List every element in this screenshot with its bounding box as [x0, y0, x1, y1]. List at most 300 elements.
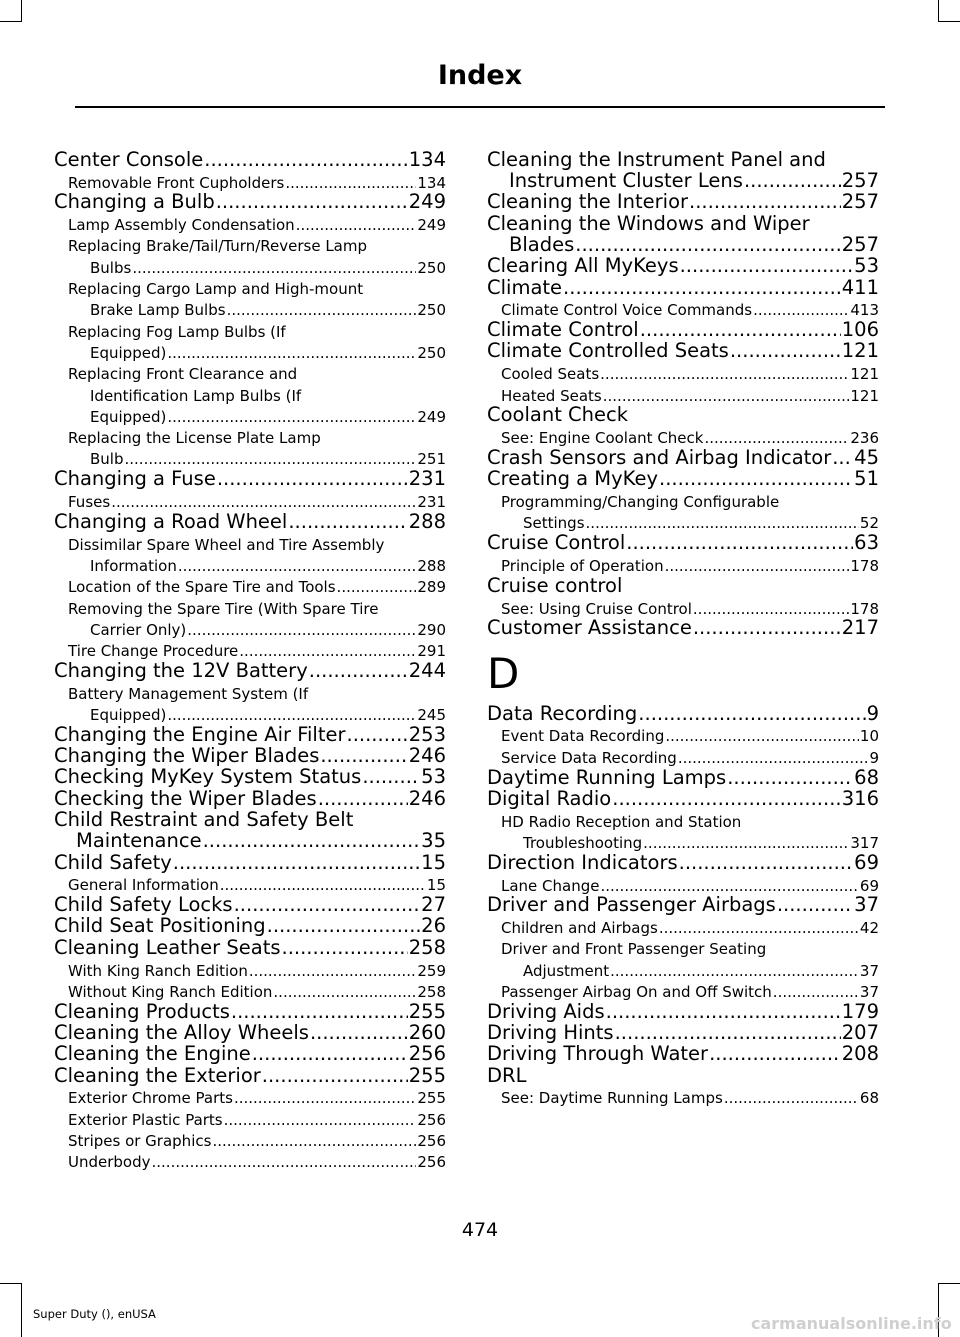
dot-leader [693, 602, 849, 617]
dot-leader [320, 746, 407, 766]
dot-leader [730, 341, 841, 361]
entry-page-number: 51 [854, 467, 879, 491]
dot-leader [347, 725, 408, 745]
dot-leader [204, 150, 408, 170]
index-subentry [487, 361, 879, 382]
dot-leader [665, 729, 859, 744]
entry-text: Stripes or Graphics [68, 1131, 212, 1150]
entry-text: Passenger Airbag On and Off Switch [501, 982, 772, 1001]
dot-leader [273, 985, 416, 1000]
entry-text: Crash Sensors and Airbag Indicator [487, 445, 832, 469]
entry-page-number: 255 [417, 1089, 446, 1108]
entry-text: Programming/Changing Configurable [501, 493, 780, 512]
dot-leader [288, 512, 407, 532]
crop-mark-top-right-v [938, 0, 939, 22]
entry-text: Maintenance [76, 829, 202, 853]
entry-page-number: 134 [417, 173, 446, 192]
dot-leader [600, 879, 858, 894]
entry-page-number: 246 [408, 744, 446, 768]
entry-page-number: 236 [850, 429, 879, 448]
dot-leader [318, 789, 408, 809]
dot-leader [239, 644, 416, 659]
entry-page-number: 68 [854, 765, 879, 789]
index-subentry [54, 233, 446, 276]
index-entry [54, 766, 446, 787]
index-subentry [54, 574, 446, 595]
index-entry [487, 404, 879, 425]
entry-text: Without King Ranch Edition [68, 982, 273, 1001]
entry-text: See: Daytime Running Lamps [501, 1089, 723, 1108]
index-entry [487, 1043, 879, 1064]
dot-leader [187, 623, 416, 638]
index-subentry [54, 489, 446, 510]
dot-leader [173, 853, 420, 873]
dot-leader [626, 533, 853, 553]
dot-leader [606, 1002, 841, 1022]
index-subentry [487, 1085, 879, 1106]
index-entry [54, 1000, 446, 1021]
entry-text: Dissimilar Spare Wheel and Tire Assembly [68, 535, 385, 554]
entry-text: Service Data Recording [501, 748, 677, 767]
entry-page-number: 15 [426, 876, 446, 895]
entry-text: Direction Indicators [487, 850, 678, 874]
entry-page-number: 27 [421, 893, 446, 917]
entry-page-number: 37 [854, 893, 879, 917]
index-entry [54, 510, 446, 531]
index-entry [54, 808, 446, 851]
entry-text: Driving Through Water [487, 1042, 709, 1066]
index-entry [54, 893, 446, 917]
entry-text: Coolant Check [487, 403, 629, 427]
dot-leader [615, 1023, 841, 1043]
index-subentry [487, 489, 879, 532]
entry-text: Tire Change Procedure [68, 642, 239, 661]
entry-text: See: Engine Coolant Check [501, 429, 704, 448]
entry-page-number: 288 [417, 556, 446, 575]
dot-leader [693, 618, 841, 638]
index-entry [487, 617, 879, 638]
entry-page-number: 288 [408, 509, 446, 533]
dot-leader [167, 410, 416, 425]
dot-leader [167, 346, 416, 361]
index-subentry [54, 979, 446, 1000]
entry-text: Changing the 12V Battery [54, 658, 308, 682]
entry-page-number: 106 [841, 318, 879, 342]
dot-leader [337, 580, 417, 595]
dot-leader [704, 431, 849, 446]
index-section-letter: D [487, 648, 520, 698]
entry-page-number: 178 [850, 556, 879, 575]
entry-text: Replacing Fog Lamp Bulbs (If [68, 322, 286, 341]
entry-page-number: 231 [417, 493, 446, 512]
index-entry [487, 318, 879, 342]
index-entry [487, 702, 879, 723]
dot-leader [224, 1113, 417, 1128]
entry-text: Customer Assistance [487, 616, 692, 640]
entry-page-number: 10 [859, 727, 879, 746]
entry-text: Blades [509, 232, 575, 256]
entry-text: Climate [487, 275, 563, 299]
dot-leader [203, 831, 421, 851]
entry-page-number: 257 [841, 190, 879, 214]
index-entry [54, 723, 446, 744]
index-subentry [487, 595, 879, 616]
index-subentry [487, 872, 879, 893]
dot-leader [612, 789, 841, 809]
index-entry [54, 1064, 446, 1085]
index-subentry [54, 531, 446, 574]
index-entry [487, 766, 879, 787]
dot-leader [252, 1044, 408, 1064]
index-entry [54, 787, 446, 808]
index-entry [54, 1042, 446, 1066]
dot-leader [227, 303, 417, 318]
index-subentry [54, 680, 446, 723]
entry-page-number: 208 [841, 1042, 879, 1066]
index-entry [54, 191, 446, 212]
dot-leader [724, 1091, 859, 1106]
index-entry [54, 659, 446, 680]
entry-text: Center Console [54, 147, 204, 171]
entry-text: Cleaning Leather Seats [54, 935, 281, 959]
entry-text: Child Safety Locks [54, 893, 233, 917]
entry-page-number: 256 [417, 1131, 446, 1150]
dot-leader [610, 964, 859, 979]
entry-text: With King Ranch Edition [68, 961, 248, 980]
entry-page-number: 250 [417, 258, 446, 277]
dot-leader [234, 895, 421, 915]
dot-leader [362, 767, 420, 787]
entry-page-number: 244 [408, 658, 446, 682]
entry-page-number: 134 [408, 147, 446, 171]
document-info: Super Duty (), enUSA [33, 1307, 156, 1321]
entry-text: Identification Lamp Bulbs (If [90, 386, 302, 405]
index-subentry [487, 936, 879, 979]
entry-text: Fuses [68, 493, 111, 512]
entry-text: DRL [487, 1063, 527, 1087]
entry-text: Underbody [68, 1153, 151, 1172]
entry-page-number: 316 [841, 786, 879, 810]
dot-leader [217, 469, 408, 489]
entry-text: Removing the Spare Tire (With Spare Tire [68, 599, 379, 618]
entry-page-number: 256 [417, 1110, 446, 1129]
watermark: carmanualsonline.info [751, 1314, 952, 1333]
entry-text: Adjustment [523, 961, 610, 980]
dot-leader [125, 452, 417, 467]
index-entry [487, 1000, 879, 1021]
entry-text: Data Recording [487, 701, 638, 725]
index-entry [487, 276, 879, 297]
entry-text: Changing the Engine Air Filter [54, 722, 346, 746]
crop-mark-top-left-v [21, 0, 22, 22]
dot-leader [640, 320, 841, 340]
entry-text: Replacing Front Clearance and [68, 365, 298, 384]
entry-text: Children and Airbags [501, 919, 658, 938]
entry-text: Exterior Chrome Parts [68, 1089, 233, 1108]
entry-text: Checking MyKey System Status [54, 765, 362, 789]
index-entry [54, 467, 446, 491]
entry-text: Child Restraint and Safety Belt [54, 808, 354, 831]
dot-leader [267, 916, 421, 936]
crop-mark-bottom-right-h [938, 1283, 960, 1284]
entry-text: Cleaning the Windows and Wiper [487, 211, 810, 235]
crop-mark-top-left-h [0, 21, 22, 22]
entry-page-number: 290 [417, 620, 446, 639]
entry-text: Cleaning the Alloy Wheels [54, 1020, 309, 1044]
entry-text: Location of the Spare Tire and Tools [68, 578, 336, 597]
dot-leader [709, 1044, 841, 1064]
entry-page-number: 35 [421, 829, 446, 853]
entry-page-number: 259 [417, 961, 446, 980]
entry-text: Equipped) [90, 343, 167, 362]
entry-page-number: 231 [408, 467, 446, 491]
index-subentry [487, 553, 879, 574]
entry-page-number: 291 [417, 642, 446, 661]
entry-page-number: 246 [408, 786, 446, 810]
dot-leader [744, 171, 841, 191]
entry-page-number: 257 [841, 169, 879, 193]
entry-page-number: 255 [408, 1063, 446, 1087]
dot-leader [832, 448, 853, 468]
index-subentry [487, 915, 879, 936]
index-subentry [487, 808, 879, 851]
entry-text: Battery Management System (If [68, 684, 309, 703]
entry-text: Child Seat Positioning [54, 914, 266, 938]
dot-leader [679, 853, 854, 873]
entry-text: Removable Front Cupholders [68, 173, 285, 192]
dot-leader [600, 367, 849, 382]
entry-page-number: 52 [859, 514, 879, 533]
entry-text: Cleaning the Exterior [54, 1063, 261, 1087]
entry-text: Troubleshooting [523, 833, 643, 852]
entry-text: Replacing Brake/Tail/Turn/Reverse Lamp [68, 237, 368, 256]
index-entry [487, 574, 879, 595]
entry-page-number: 9 [866, 701, 879, 725]
entry-text: Checking the Wiper Blades [54, 786, 317, 810]
entry-page-number: 249 [408, 190, 446, 214]
entry-page-number: 250 [417, 301, 446, 320]
entry-text: Information [90, 556, 177, 575]
page-title: Index [437, 60, 523, 91]
entry-text: Cruise Control [487, 531, 626, 555]
entry-text: Cleaning the Instrument Panel and [487, 147, 826, 171]
index-subentry [54, 872, 446, 893]
entry-text: Climate Control [487, 318, 639, 342]
entry-text: Brake Lamp Bulbs [90, 301, 226, 320]
entry-page-number: 53 [854, 254, 879, 278]
entry-page-number: 253 [408, 722, 446, 746]
index-subentry [487, 382, 879, 403]
entry-text: See: Using Cruise Control [501, 599, 692, 618]
dot-leader [678, 751, 869, 766]
dot-leader [575, 235, 840, 255]
entry-text: Changing the Wiper Blades [54, 744, 320, 768]
dot-leader [234, 1091, 416, 1106]
entry-page-number: 256 [408, 1042, 446, 1066]
index-entry [487, 446, 879, 467]
entry-text: Driver and Front Passenger Seating [501, 940, 767, 959]
entry-page-number: 255 [408, 999, 446, 1023]
dot-leader [309, 661, 408, 681]
dot-leader [296, 218, 417, 233]
index-entry [54, 936, 446, 957]
entry-page-number: 245 [417, 706, 446, 725]
entry-page-number: 260 [408, 1020, 446, 1044]
index-entry [54, 1021, 446, 1042]
entry-page-number: 68 [859, 1089, 879, 1108]
index-entry [487, 531, 879, 555]
entry-page-number: 179 [841, 999, 879, 1023]
entry-text: General Information [68, 876, 219, 895]
entry-text: Climate Control Voice Commands [501, 301, 753, 320]
entry-text: Cleaning the Interior [487, 190, 689, 214]
index-subentry [487, 723, 879, 744]
dot-leader [212, 1134, 416, 1149]
dot-leader [310, 1023, 408, 1043]
entry-text: HD Radio Reception and Station [501, 812, 742, 831]
entry-text: Exterior Plastic Parts [68, 1110, 223, 1129]
dot-leader [603, 389, 850, 404]
index-subentry [487, 425, 879, 446]
entry-page-number: 45 [854, 445, 879, 469]
index-entry [487, 148, 879, 191]
dot-leader [111, 495, 416, 510]
entry-page-number: 42 [859, 919, 879, 938]
index-entry [487, 894, 879, 915]
dot-leader [638, 704, 865, 724]
entry-page-number: 257 [841, 232, 879, 256]
entry-page-number: 9 [869, 748, 879, 767]
entry-page-number: 26 [421, 914, 446, 938]
entry-text: Replacing Cargo Lamp and High-mount [68, 280, 364, 299]
entry-page-number: 258 [408, 935, 446, 959]
entry-text: Driver and Passenger Airbags [487, 893, 776, 917]
entry-page-number: 37 [859, 982, 879, 1001]
dot-leader [220, 878, 426, 893]
index-entry [54, 851, 446, 872]
entry-text: Instrument Cluster Lens [509, 169, 743, 193]
entry-text: Cooled Seats [501, 365, 600, 384]
entry-page-number: 250 [417, 343, 446, 362]
dot-leader [563, 278, 841, 298]
index-subentry [54, 318, 446, 361]
index-entry [487, 787, 879, 808]
entry-page-number: 249 [417, 407, 446, 426]
index-subentry [54, 1106, 446, 1127]
dot-leader [689, 192, 841, 212]
dot-leader [216, 192, 408, 212]
entry-text: Lane Change [501, 876, 600, 895]
entry-page-number: 258 [417, 982, 446, 1001]
crop-mark-top-right-h [938, 21, 960, 22]
dot-leader [167, 708, 416, 723]
dot-leader [152, 1155, 417, 1170]
entry-page-number: 121 [841, 339, 879, 363]
entry-text: Heated Seats [501, 386, 602, 405]
index-subentry [54, 361, 446, 425]
dot-leader [773, 985, 859, 1000]
entry-text: Cleaning Products [54, 999, 230, 1023]
dot-leader [680, 256, 854, 276]
entry-text: Child Safety [54, 850, 172, 874]
index-subentry [54, 276, 446, 319]
entry-page-number: 413 [850, 301, 879, 320]
dot-leader [282, 938, 408, 958]
entry-text: Climate Controlled Seats [487, 339, 729, 363]
entry-page-number: 37 [859, 961, 879, 980]
entry-text: Cruise control [487, 573, 623, 597]
entry-page-number: 217 [841, 616, 879, 640]
entry-text: Replacing the License Plate Lamp [68, 429, 321, 448]
dot-leader [178, 559, 417, 574]
dot-leader [285, 176, 416, 191]
index-entry [54, 915, 446, 936]
entry-page-number: 411 [841, 275, 879, 299]
entry-page-number: 289 [417, 578, 446, 597]
entry-text: Digital Radio [487, 786, 612, 810]
crop-mark-bottom-left-v [21, 1283, 22, 1337]
entry-text: Bulb [90, 450, 124, 469]
entry-page-number: 63 [854, 531, 879, 555]
dot-leader [777, 895, 853, 915]
entry-text: Equipped) [90, 706, 167, 725]
entry-text: Changing a Fuse [54, 467, 216, 491]
index-entry [487, 851, 879, 872]
entry-text: Changing a Bulb [54, 190, 215, 214]
index-subentry [54, 212, 446, 233]
index-subentry [54, 169, 446, 190]
index-entry [487, 191, 879, 212]
index-entry [487, 467, 879, 491]
index-entry [54, 148, 446, 169]
index-subentry [54, 957, 446, 978]
entry-page-number: 256 [417, 1153, 446, 1172]
index-entry [487, 212, 879, 255]
index-entry [487, 1064, 879, 1085]
entry-text: Principle of Operation [501, 556, 664, 575]
dot-leader [586, 516, 859, 531]
entry-text: Carrier Only) [90, 620, 187, 639]
entry-page-number: 251 [417, 450, 446, 469]
index-subentry [487, 297, 879, 318]
entry-text: Changing a Road Wheel [54, 509, 288, 533]
index-subentry [487, 744, 879, 765]
entry-text: Bulbs [90, 258, 132, 277]
index-subentry [54, 1149, 446, 1170]
index-entry [54, 744, 446, 768]
index-subentry [54, 1128, 446, 1149]
dot-leader [659, 921, 859, 936]
entry-page-number: 69 [854, 850, 879, 874]
dot-leader [643, 836, 849, 851]
index-subentry [487, 979, 879, 1000]
entry-page-number: 178 [850, 599, 879, 618]
entry-text: Driving Hints [487, 1021, 614, 1045]
entry-text: Equipped) [90, 407, 167, 426]
page-number: 474 [461, 1219, 499, 1241]
entry-page-number: 249 [417, 216, 446, 235]
entry-text: Settings [523, 514, 585, 533]
entry-page-number: 121 [850, 386, 879, 405]
index-column-right [487, 148, 879, 1106]
index-subentry [54, 425, 446, 468]
dot-leader [132, 261, 416, 276]
entry-text: Event Data Recording [501, 727, 665, 746]
entry-text: Clearing All MyKeys [487, 254, 679, 278]
crop-mark-bottom-left-h [0, 1283, 22, 1284]
entry-page-number: 121 [850, 365, 879, 384]
index-subentry [54, 638, 446, 659]
